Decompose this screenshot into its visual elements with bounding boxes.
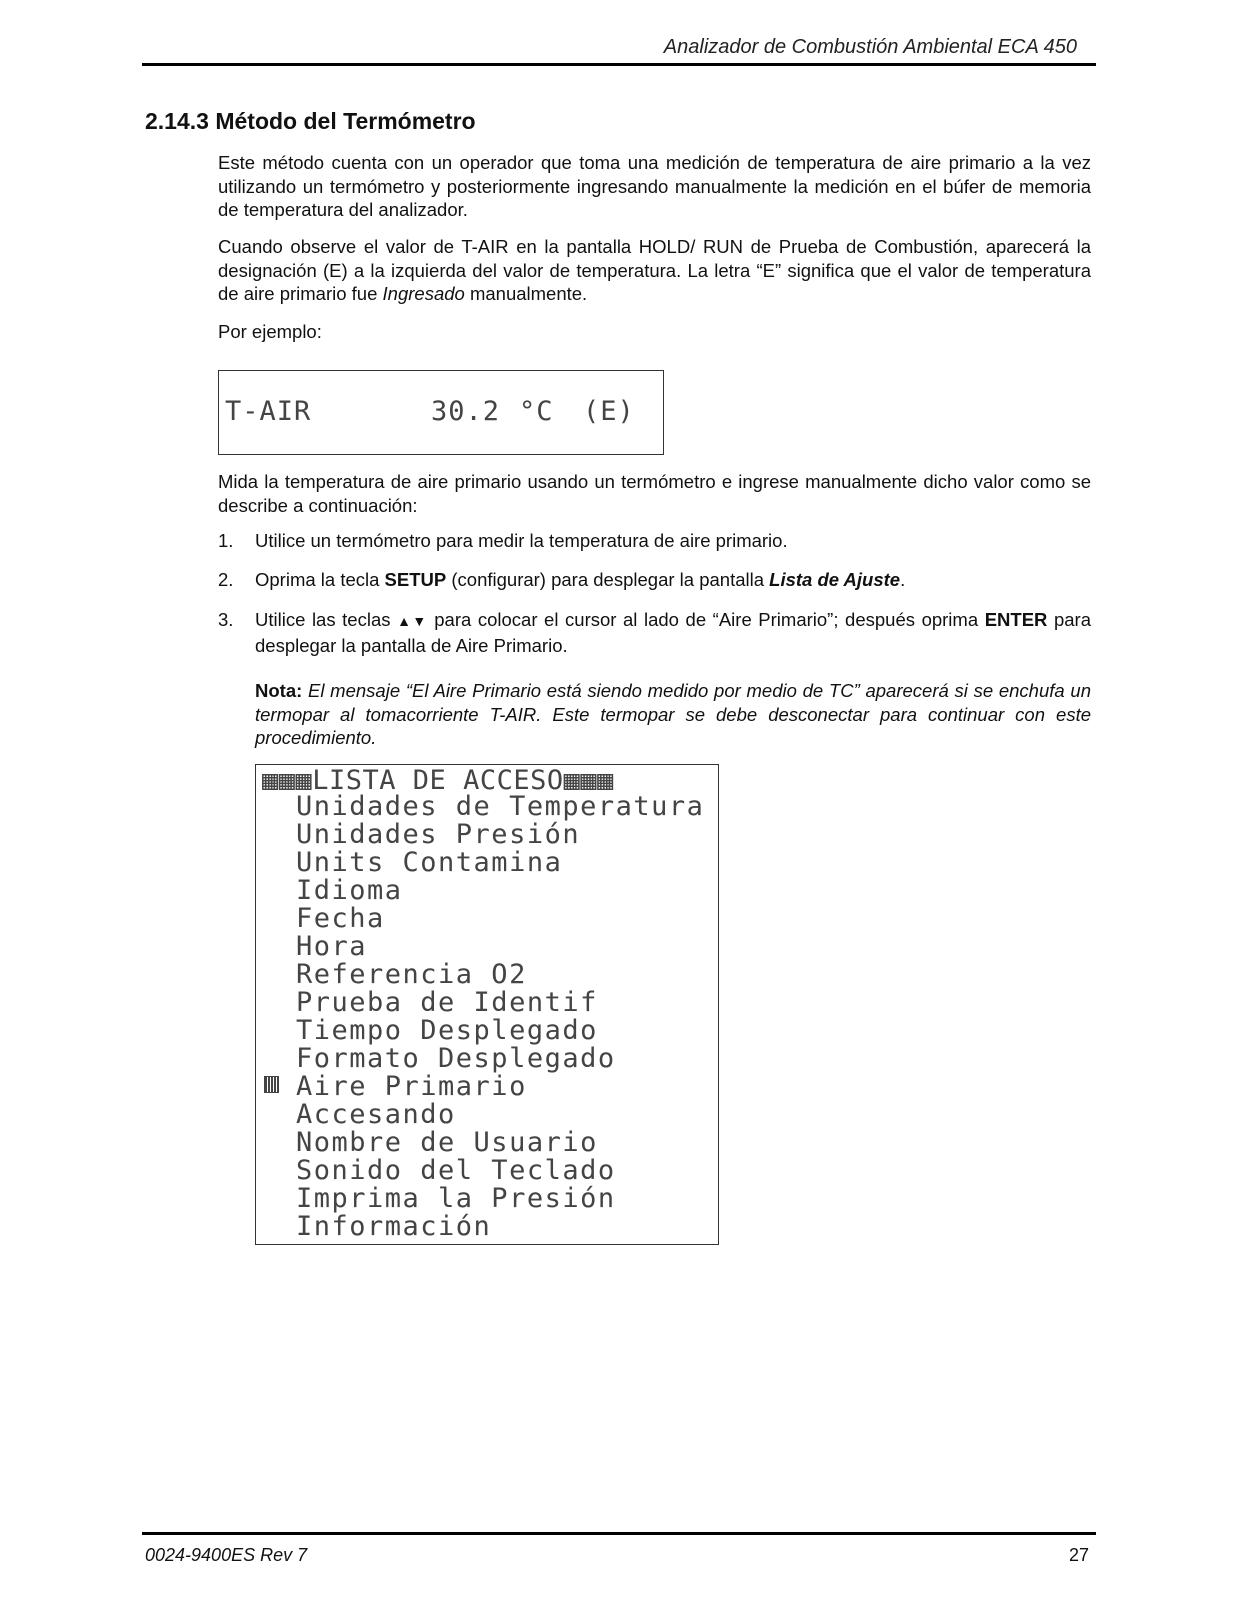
step-text-a: Utilice las teclas [255, 609, 398, 630]
lcd-menu-item: Formato Desplegado [296, 1043, 616, 1074]
step-text: Utilice un termómetro para medir la temperatura de aire primario. [255, 530, 788, 551]
footer-doc-number: 0024-9400ES Rev 7 [145, 1545, 308, 1565]
lcd-menu-item: Referencia O2 [296, 959, 527, 990]
lcd-menu-item: Units Contamina [296, 847, 563, 878]
paragraph-example-intro: Por ejemplo: [218, 321, 322, 342]
running-header-title: Analizador de Combustión Ambiental ECA 450 [663, 36, 1077, 58]
lcd-menu-title: ▦▦▦LISTA DE ACCESO▦▦▦ [262, 765, 614, 796]
note [255, 679, 1091, 750]
paragraph-intro: Este método cuenta con un operador que toma una medición de temperatura de aire primario a la vez utilizando un termómetro y posteriormente ingresando manualmente la medición en el búfer de memoria de temperatura del analizador. [218, 152, 1091, 220]
step-number: 3. [218, 609, 234, 630]
lcd-access-list-display [255, 764, 719, 1245]
enter-key-label: ENTER [984, 609, 1048, 630]
step-text-c: para desplegar la pantalla de Aire Primario. [255, 609, 1092, 656]
lcd-menu-item: Imprima la Presión [296, 1183, 616, 1214]
lcd-t-air-flag: (E) [583, 396, 635, 427]
footer-rule [142, 1532, 1096, 1535]
paragraph-measure: Mida la temperatura de aire primario usando un termómetro e ingrese manualmente dicho valor como se describe a continuación: [218, 471, 1091, 516]
lcd-t-air-label: T-AIR [225, 396, 312, 427]
lcd-t-air-unit: °C [519, 396, 554, 427]
paragraph-t-air-text-b: manualmente. [464, 283, 588, 304]
lista-de-ajuste-label: Lista de Ajuste [769, 569, 901, 590]
footer-page-number: 27 [1068, 1545, 1089, 1565]
step-text [255, 608, 1091, 657]
step-text-a: Oprima la tecla [255, 569, 385, 590]
lcd-menu-item: Idioma [296, 875, 403, 906]
lcd-menu-item: Fecha [296, 903, 385, 934]
lcd-menu-item: Tiempo Desplegado [296, 1015, 598, 1046]
lcd-t-air-value: 30.2 [431, 396, 501, 427]
lcd-menu-item: Información [296, 1211, 492, 1242]
setup-key-label: SETUP [384, 569, 447, 590]
note-label: Nota: [255, 680, 303, 701]
lcd-menu-item: Prueba de Identif [296, 987, 598, 1018]
lcd-menu-item: Accesando [296, 1099, 456, 1130]
step-number: 1. [218, 530, 234, 551]
paragraph-t-air-text-a: Cuando observe el valor de T-AIR en la pantalla HOLD/ RUN de Prueba de Combustión, aparecerá la designación (E) a la izquierda del valor de temperatura. La letra “E” significa que el valor de temperatura de aire primario fue [218, 236, 1091, 304]
paragraph-t-air [218, 235, 1091, 306]
section-heading: 2.14.3 Método del Termómetro [145, 108, 476, 134]
lcd-menu-item: Nombre de Usuario [296, 1127, 598, 1158]
lcd-menu-item: Unidades de Temperatura [296, 791, 705, 822]
lcd-menu-list [296, 793, 704, 1241]
up-down-arrows-icon: ▲▼ [397, 613, 428, 629]
paragraph-t-air-emphasis: Ingresado [382, 283, 465, 304]
step-number: 2. [218, 569, 234, 590]
lcd-menu-item: Hora [296, 931, 368, 962]
note-text: El mensaje “El Aire Primario está siendo medido por medio de TC” aparecerá si se enchufa un termopar al tomacorriente T-AIR. Este termopar se debe desconectar para continuar con este procedimiento. [255, 680, 1091, 748]
step-text-c: . [900, 569, 906, 590]
header-rule [142, 63, 1096, 66]
step-text [255, 568, 1091, 592]
step-text-b: (configurar) para desplegar la pantalla [446, 569, 770, 590]
lcd-menu-item: Unidades Presión [296, 819, 581, 850]
cursor-block-icon [264, 1076, 279, 1093]
lcd-menu-item: Sonido del Teclado [296, 1155, 616, 1186]
lcd-menu-item: Aire Primario [296, 1071, 527, 1102]
step-text-b: para colocar el cursor al lado de “Aire Primario”; después oprima [427, 609, 985, 630]
lcd-t-air-display [218, 370, 664, 455]
